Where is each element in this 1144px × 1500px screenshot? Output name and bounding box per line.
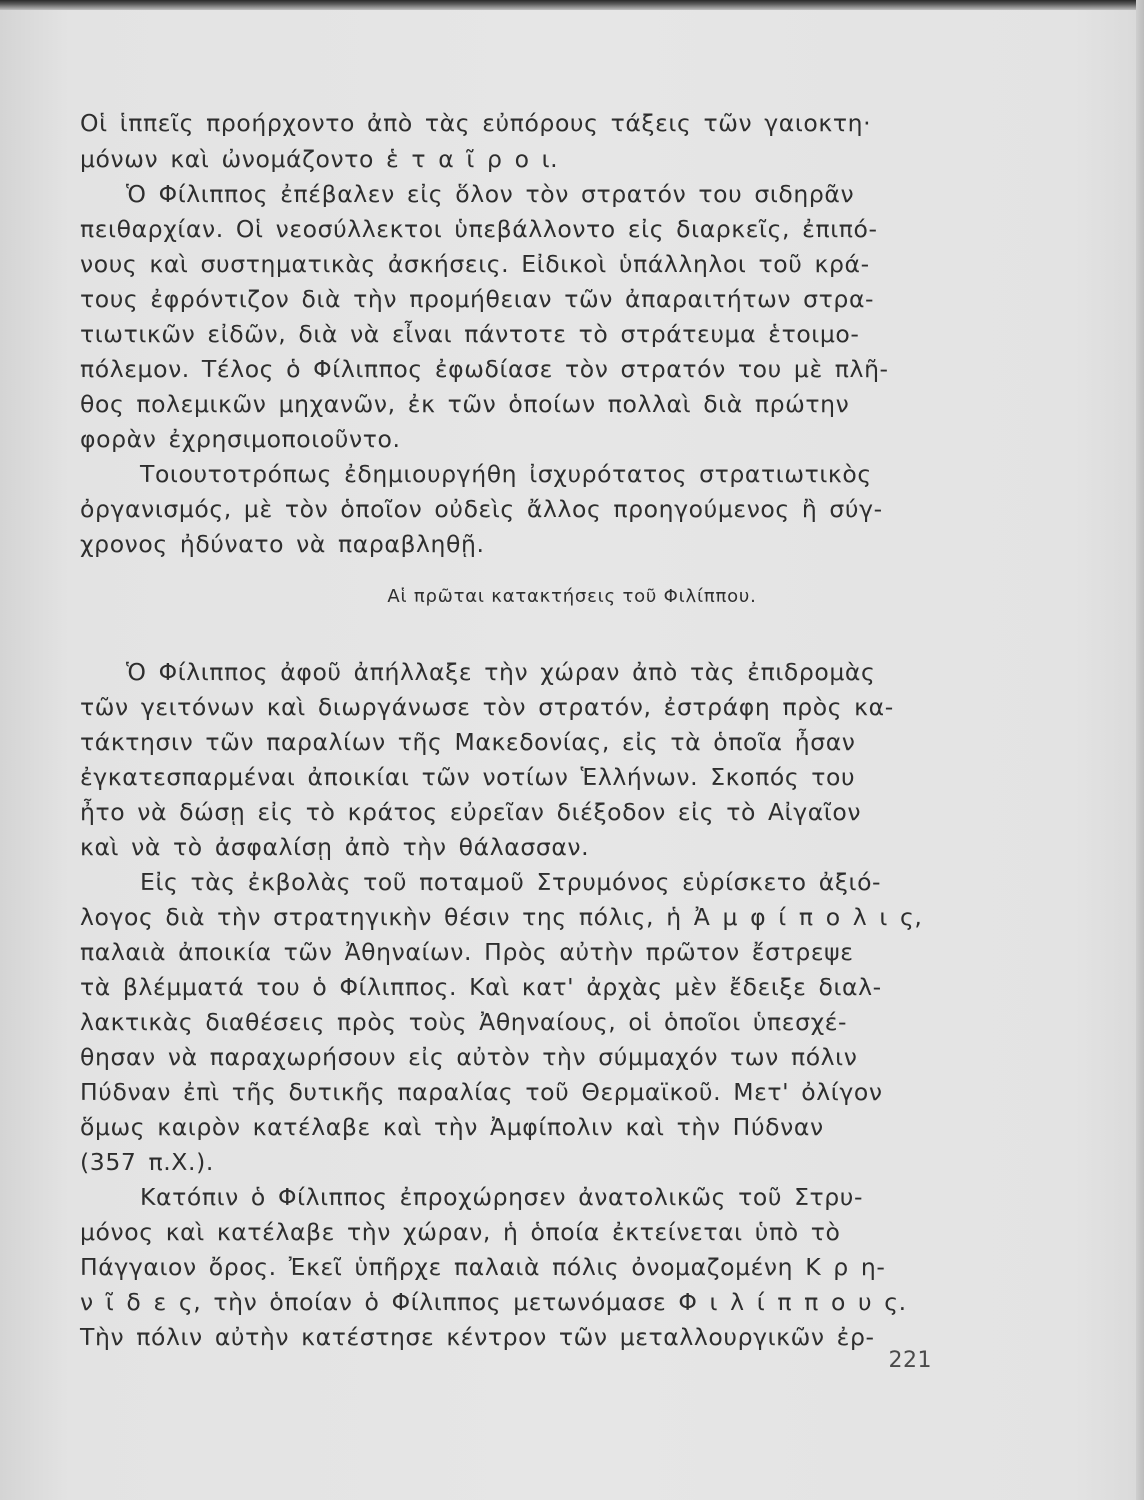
text-line: μόνων καὶ ὠνομάζοντο ἑ τ α ῖ ρ ο ι. [80,145,559,173]
section-heading: Αἱ πρῶται κατακτήσεις τοῦ Φιλίππου. [387,586,757,607]
text-line: τὰ βλέμματά του ὁ Φίλιππος. Καὶ κατ' ἀρχὰς μὲν ἔδειξε διαλ- [80,973,882,1001]
text-line: τῶν γειτόνων καὶ διωργάνωσε τὸν στρατόν, ἐστράφη πρὸς κα- [80,693,894,721]
text-line: θος πολεμικῶν μηχανῶν, ἐκ τῶν ὁποίων πολλαὶ διὰ πρώτην [80,390,850,418]
text-line: Τὴν πόλιν αὐτὴν κατέστησε κέντρον τῶν μεταλλουργικῶν ἐρ- [80,1323,875,1351]
text-line: ἦτο νὰ δώσῃ εἰς τὸ κράτος εὐρεῖαν διέξοδον εἰς τὸ Αἰγαῖον [80,798,862,826]
text-line: Πύδναν ἐπὶ τῆς δυτικῆς παραλίας τοῦ Θερμαϊκοῦ. Μετ' ὀλίγον [80,1078,883,1106]
text-line: Ὁ Φίλιππος ἐπέβαλεν εἰς ὅλον τὸν στρατόν του σιδηρᾶν [126,180,855,208]
text-line: ὀργανισμός, μὲ τὸν ὁποῖον οὐδεὶς ἄλλος προηγούμενος ἢ σύγ- [80,495,883,523]
text-line: τάκτησιν τῶν παραλίων τῆς Μακεδονίας, εἰς τὰ ὁποῖα ἦσαν [80,728,856,756]
text-line: λογος διὰ τὴν στρατηγικὴν θέσιν της πόλις, ἡ Ἀ μ φ ί π ο λ ι ς, [80,903,923,931]
text-line: Ὁ Φίλιππος ἀφοῦ ἀπήλλαξε τὴν χώραν ἀπὸ τὰς ἐπιδρομὰς [126,658,876,686]
text-line: παλαιὰ ἀποικία τῶν Ἀθηναίων. Πρὸς αὐτὴν πρῶτον ἔστρεψε [80,938,854,966]
text-line: νους καὶ συστηματικὰς ἀσκήσεις. Εἰδικοὶ ὑπάλληλοι τοῦ κρά- [80,250,870,278]
text-line: μόνος καὶ κατέλαβε τὴν χώραν, ἡ ὁποία ἐκτείνεται ὑπὸ τὸ [80,1218,841,1246]
text-line: λακτικὰς διαθέσεις πρὸς τοὺς Ἀθηναίους, οἱ ὁποῖοι ὑπεσχέ- [80,1008,848,1036]
text-line: Εἰς τὰς ἐκβολὰς τοῦ ποταμοῦ Στρυμόνος εὑρίσκετο ἀξιό- [140,868,882,896]
page-number: 221 [888,1348,932,1373]
text-line: ὅμως καιρὸν κατέλαβε καὶ τὴν Ἀμφίπολιν καὶ τὴν Πύδναν [80,1113,824,1141]
text-line: ν ῖ δ ε ς, τὴν ὁποίαν ὁ Φίλιππος μετωνόμασε Φ ι λ ί π π ο υ ς. [80,1288,907,1316]
text-line: Τοιουτοτρόπως ἐδημιουργήθη ἰσχυρότατος στρατιωτικὸς [140,460,872,488]
text-line: χρονος ἠδύνατο νὰ παραβληθῇ. [80,530,485,558]
text-line: τιωτικῶν εἰδῶν, διὰ νὰ εἶναι πάντοτε τὸ στράτευμα ἑτοιμο- [80,320,860,348]
page-top-shadow [0,0,1144,10]
text-line: (357 π.Χ.). [80,1148,214,1176]
page-right-edge [1136,0,1144,1500]
text-line: πειθαρχίαν. Οἱ νεοσύλλεκτοι ὑπεβάλλοντο εἰς διαρκεῖς, ἐπιπό- [80,215,878,243]
text-line: Πάγγαιον ὄρος. Ἐκεῖ ὑπῆρχε παλαιὰ πόλις ὀνομαζομένη Κ ρ η- [80,1253,886,1281]
text-line: καὶ νὰ τὸ ἀσφαλίσῃ ἀπὸ τὴν θάλασσαν. [80,833,590,861]
text-line: τους ἐφρόντιζον διὰ τὴν προμήθειαν τῶν ἀπαραιτήτων στρα- [80,285,875,313]
text-line: πόλεμον. Τέλος ὁ Φίλιππος ἐφωδίασε τὸν στρατόν του μὲ πλῆ- [80,355,889,383]
text-line: θησαν νὰ παραχωρήσουν εἰς αὐτὸν τὴν σύμμαχόν των πόλιν [80,1043,858,1071]
text-line: Κατόπιν ὁ Φίλιππος ἐπροχώρησεν ἀνατολικῶς τοῦ Στρυ- [140,1183,864,1211]
text-line: Οἱ ἱππεῖς προήρχοντο ἀπὸ τὰς εὐπόρους τάξεις τῶν γαιοκτη· [80,109,872,137]
text-line: ἐγκατεσπαρμέναι ἀποικίαι τῶν νοτίων Ἑλλήνων. Σκοπός του [80,763,856,791]
text-line: φορὰν ἐχρησιμοποιοῦντο. [80,425,401,453]
